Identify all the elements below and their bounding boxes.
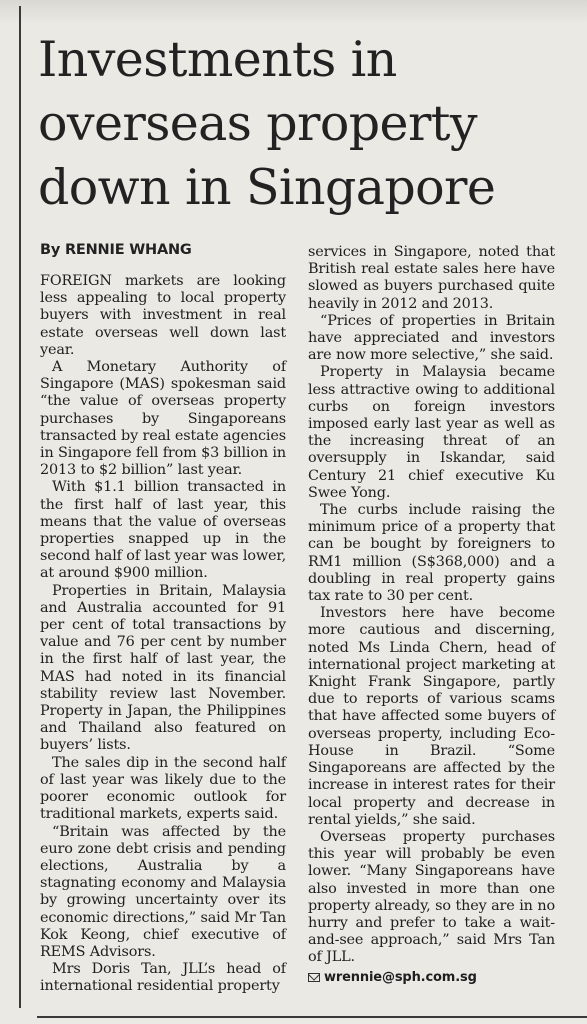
paragraph: Property in Malaysia became less attractive owing to additional curbs on foreign investors imposed early last year as well as the increasing threat of an oversupply in Iskandar, said Century 21 chief executive Ku Swee Yong.	[308, 364, 555, 501]
headline-line-1: Investments in	[38, 31, 397, 88]
author-email[interactable]	[308, 969, 555, 986]
article-column-left	[40, 273, 286, 996]
bottom-rule	[37, 1016, 587, 1018]
headline-line-3: down in Singapore	[38, 159, 496, 216]
paragraph: “Prices of properties in Britain have appreciated and investors are now more selective,” she said.	[308, 312, 555, 364]
paragraph: With $1.1 billion transacted in the first half of last year, this means that the value of overseas properties snapped up in the second half of last year was lower, at around $900 million.	[40, 479, 286, 582]
article-column-right	[308, 244, 555, 986]
paragraph: The sales dip in the second half of last year was likely due to the poorer economic outlook for traditional markets, experts said.	[40, 754, 286, 823]
headline	[38, 28, 583, 220]
paragraph: The curbs include raising the minimum price of a property that can be bought by foreigners to RM1 million (S$368,000) and a doubling in real property gains tax rate to 30 per cent.	[308, 502, 555, 605]
paragraph: A Monetary Authority of Singapore (MAS) spokesman said “the value of overseas property purchases by Singaporeans transacted by real estate agencies in Singapore fell from $3 billion in 2013 to $2 billion” last year.	[40, 359, 287, 479]
paragraph: Investors here have become more cautious and discerning, noted Ms Linda Chern, head of international project marketing at Knight Frank Singapore, partly due to reports of various scams that have affected some buyers of overseas property, including Eco-House in Brazil. “Some Singaporeans are affected by the increase in interest rates for their local property and decrease in rental yields,” she said.	[308, 605, 555, 828]
paragraph: Mrs Doris Tan, JLL’s head of international residential property	[40, 961, 286, 995]
previous-article-bleed	[0, 0, 587, 24]
paragraph: FOREIGN markets are looking less appealing to local property buyers with investment in real estate overseas well down last year.	[40, 273, 286, 358]
author-email-address[interactable]: wrennie@sph.com.sg	[324, 969, 477, 985]
paragraph: Overseas property purchases this year will probably be even lower. “Many Singaporeans have also invested in more than one property already, so they are in no hurry and prefer to take a wait-and-see approach,” said Mrs Tan of JLL.	[308, 828, 555, 966]
column-rule-left	[19, 6, 21, 1008]
headline-line-2: overseas property	[38, 95, 477, 152]
paragraph: services in Singapore, noted that British real estate sales here have slowed as buyers purchased quite heavily in 2012 and 2013.	[308, 244, 555, 312]
paragraph: “Britain was affected by the euro zone debt crisis and pending elections, Australia by a stagnating economy and Malaysia by growing uncertainty over its economic directions,” said Mr Tan Kok Keong, chief executive of REMS Advisors.	[40, 823, 286, 960]
mail-icon	[308, 973, 320, 982]
byline: By RENNIE WHANG	[40, 242, 192, 258]
paragraph: Properties in Britain, Malaysia and Australia accounted for 91 per cent of total transactions by value and 76 per cent by number in the first half of last year, the MAS had noted in its financial stability review last November. Property in Japan, the Philippines and Thailand also featured on buyers’ lists.	[40, 582, 286, 754]
